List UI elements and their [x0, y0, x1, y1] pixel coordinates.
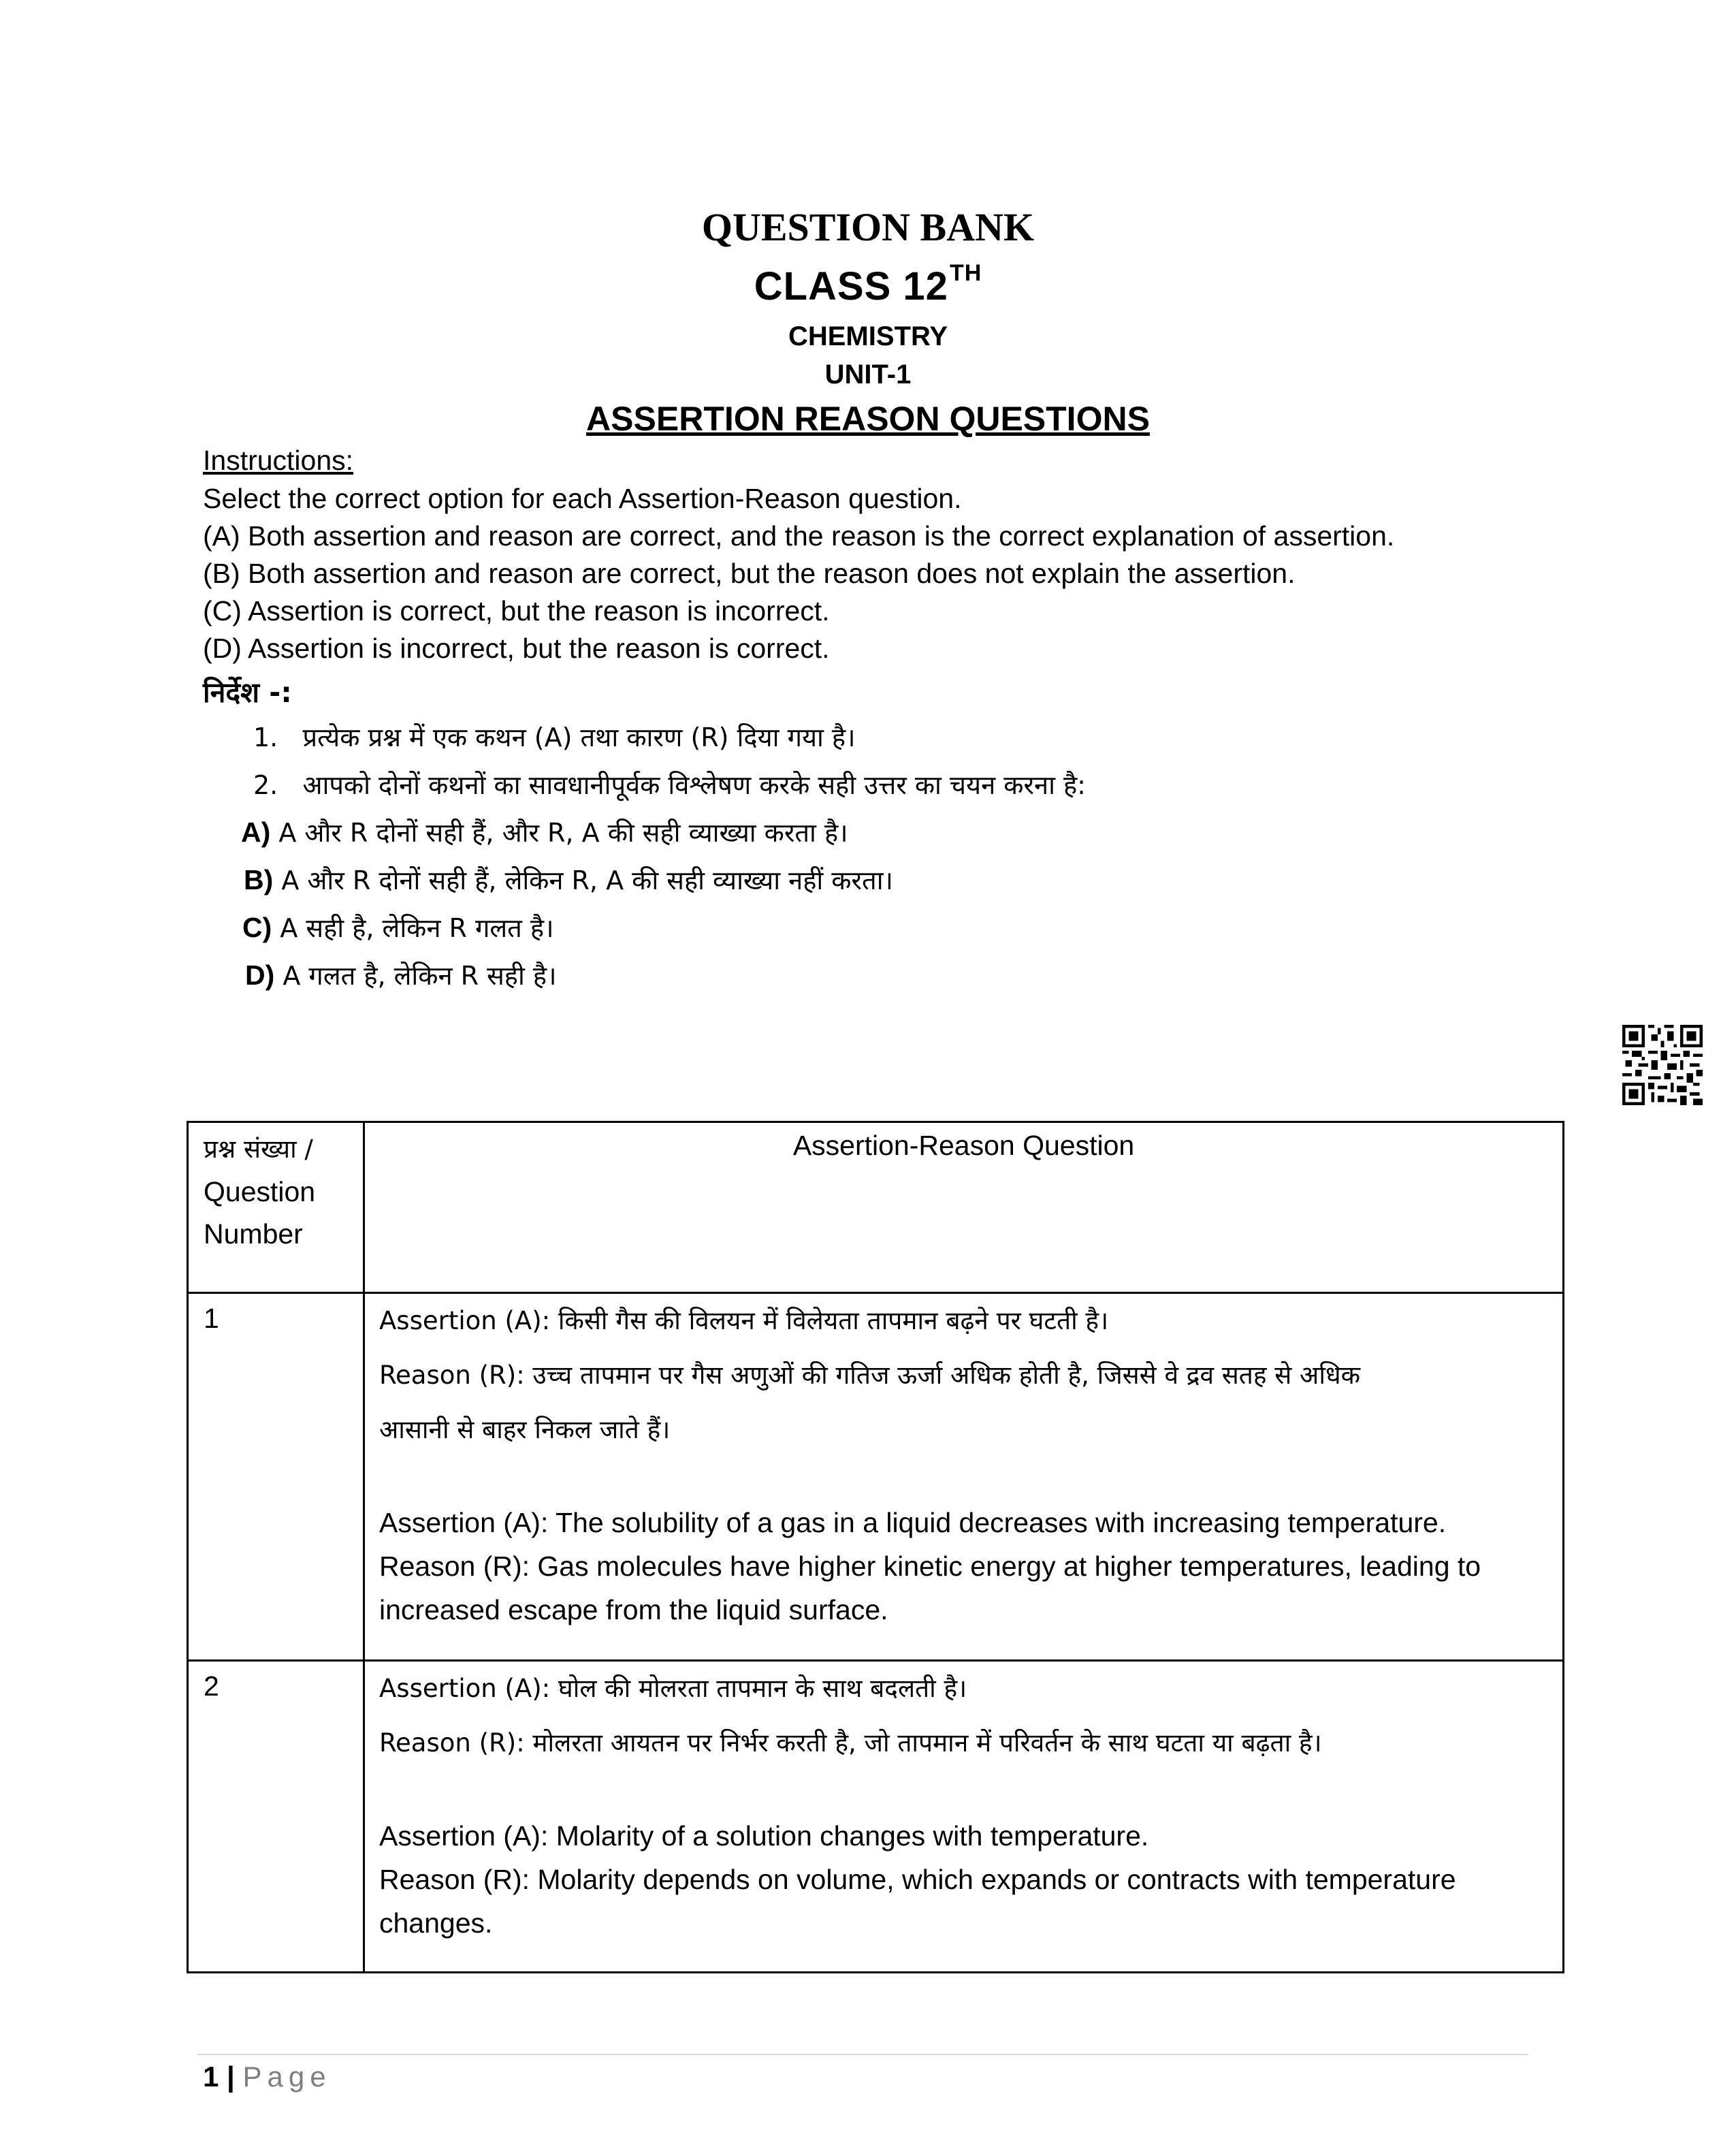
q1-assertion-english: Assertion (A): The solubility of a gas in a liquid decreases with increasing temperature.: [379, 1507, 1447, 1538]
hindi-point-2: [253, 767, 1086, 802]
page-footer: [203, 2061, 332, 2093]
page-label: Page: [242, 2061, 332, 2093]
column-divider: [363, 1123, 365, 1971]
header-question-number-line2: Question: [204, 1176, 316, 1207]
qr-code: [1622, 1025, 1703, 1105]
q1-reason-hindi-line2: आसानी से बाहर निकल जाते हैं।: [379, 1415, 671, 1444]
unit-heading: UNIT-1: [824, 360, 912, 390]
hindi-option-label: A): [241, 816, 271, 848]
assertion-reason-table: [187, 1121, 1564, 1973]
instruction-option-c: (C) Assertion is correct, but the reason is incorrect.: [203, 595, 830, 626]
page-number: 1: [203, 2061, 219, 2093]
section-title: ASSERTION REASON QUESTIONS: [586, 400, 1150, 438]
hindi-point-text: प्रत्येक प्रश्न में एक कथन (A) तथा कारण (R) दिया गया है।: [302, 722, 856, 752]
header-assertion-reason: Assertion-Reason Question: [792, 1130, 1135, 1161]
instruction-option-b: (B) Both assertion and reason are correct, but the reason does not explain the assertion.: [203, 558, 1296, 589]
hindi-option-label: C): [242, 912, 272, 943]
hindi-option-label: B): [244, 864, 274, 895]
hindi-option-text: A और R दोनों सही हैं, और R, A की सही व्याख्या करता है।: [278, 818, 848, 848]
class-label: CLASS 12: [754, 264, 948, 308]
subject-heading: CHEMISTRY: [788, 321, 948, 351]
doc-title: QUESTION BANK: [701, 205, 1035, 249]
hindi-option-d: [245, 957, 556, 993]
instruction-option-a: (A) Both assertion and reason are correct, and the reason is the correct explanation of assertion.: [203, 520, 1395, 552]
q2-assertion-hindi: Assertion (A): घोल की मोलरता तापमान के साथ बदलती है।: [379, 1674, 967, 1703]
hindi-point-number: 1.: [253, 722, 278, 752]
class-superscript: TH: [949, 260, 982, 286]
q1-reason-hindi-line1: Reason (R): उच्च तापमान पर गैस अणुओं की गतिज ऊर्जा अधिक होती है, जिससे वे द्रव सतह से अधिक: [379, 1361, 1361, 1390]
class-heading: [0, 260, 1736, 309]
header-question-number-hindi: प्रश्न संख्या /: [204, 1134, 313, 1164]
hindi-option-b: [244, 862, 893, 897]
q1-reason-english-line2: increased escape from the liquid surface.: [379, 1594, 888, 1625]
hindi-point-1: [253, 719, 856, 754]
footer-divider: [197, 2054, 1528, 2055]
q1-reason-english-line1: Reason (R): Gas molecules have higher kinetic energy at higher temperatures, leading to: [379, 1551, 1481, 1582]
row-divider: [189, 1659, 1562, 1662]
question-number-1: 1: [204, 1303, 219, 1334]
instruction-option-d: (D) Assertion is incorrect, but the reason is correct.: [203, 633, 830, 664]
instructions-intro: Select the correct option for each Assertion-Reason question.: [203, 483, 962, 514]
header-row-divider: [189, 1292, 1562, 1294]
hindi-option-c: [242, 910, 553, 945]
q1-assertion-hindi: Assertion (A): किसी गैस की विलयन में विलेयता तापमान बढ़ने पर घटती है।: [379, 1306, 1109, 1335]
header-question-number-line3: Number: [204, 1218, 303, 1250]
hindi-option-label: D): [245, 959, 275, 991]
hindi-point-number: 2.: [253, 770, 278, 800]
q2-reason-english-line1: Reason (R): Molarity depends on volume, which expands or contracts with temperature: [379, 1864, 1456, 1895]
hindi-instructions-heading: निर्देश -:: [203, 676, 292, 709]
q2-assertion-english: Assertion (A): Molarity of a solution changes with temperature.: [379, 1820, 1149, 1852]
hindi-option-text: A सही है, लेकिन R गलत है।: [280, 913, 554, 943]
hindi-option-a: [241, 814, 848, 850]
question-number-2: 2: [204, 1670, 219, 1702]
instructions-heading: Instructions:: [203, 445, 354, 476]
hindi-option-text: A और R दोनों सही हैं, लेकिन R, A की सही व्याख्या नहीं करता।: [281, 865, 893, 895]
hindi-option-text: A गलत है, लेकिन R सही है।: [283, 961, 557, 991]
footer-separator: |: [227, 2061, 235, 2093]
q2-reason-english-line2: changes.: [379, 1907, 493, 1939]
hindi-point-text: आपको दोनों कथनों का सावधानीपूर्वक विश्लेषण करके सही उत्तर का चयन करना है:: [302, 770, 1086, 800]
q2-reason-hindi: Reason (R): मोलरता आयतन पर निर्भर करती है, जो तापमान में परिवर्तन के साथ घटता या बढ़ता है।: [379, 1728, 1322, 1758]
